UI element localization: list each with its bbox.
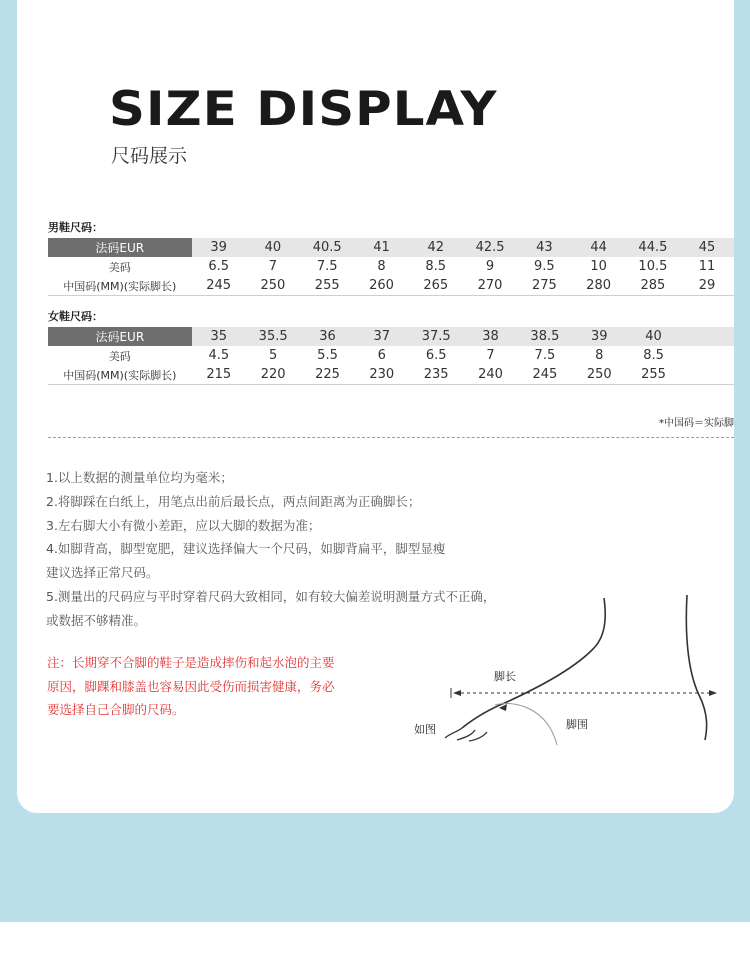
table-cell: 40 [626, 327, 680, 346]
table-cell: 250 [572, 365, 626, 385]
page-title: SIZE DISPLAY [109, 82, 498, 137]
table-cell: 215 [192, 365, 246, 385]
row-header: 中国码(MM)(实际脚长) [48, 365, 192, 385]
table-cell: 265 [409, 276, 463, 296]
foot-girth-label: 脚围 [566, 718, 588, 731]
size-note: *中国码＝实际脚 [659, 418, 734, 429]
table-cell: 260 [354, 276, 408, 296]
figure-caption: 如图 [414, 723, 436, 736]
table-cell: 220 [246, 365, 300, 385]
table-cell: 225 [300, 365, 354, 385]
table-cell: 41 [354, 238, 408, 257]
table-cell: 245 [192, 276, 246, 296]
table-cell: 255 [300, 276, 354, 296]
instruction-line: 1.以上数据的测量单位均为毫米； [46, 470, 233, 485]
table-cell: 275 [517, 276, 571, 296]
warning-note [47, 651, 387, 722]
row-header: 法码EUR [48, 327, 192, 346]
men-size-table [48, 238, 734, 296]
instruction-line: 建议选择正常尺码。 [46, 565, 159, 581]
table-cell: 35.5 [246, 327, 300, 346]
table-cell: 40.5 [300, 238, 354, 257]
table-cell: 35 [192, 327, 246, 346]
women-size-table [48, 327, 734, 385]
table-cell: 11 [698, 259, 716, 274]
table-cell: 44.5 [626, 238, 680, 257]
table-cell: 285 [626, 276, 680, 296]
instruction-line: 2.将脚踩在白纸上，用笔点出前后最长点，两点间距离为正确脚长； [46, 493, 421, 509]
table-cell: 5 [269, 348, 278, 363]
table-cell: 280 [571, 276, 625, 296]
table-cell: 43 [517, 238, 571, 257]
foot-length-label: 脚长 [494, 670, 516, 683]
instruction-line: 4.如脚背高，脚型宽肥，建议选择偏大一个尺码，如脚背扁平，脚型显瘦 [46, 541, 446, 557]
table-cell: 9.5 [534, 259, 555, 274]
table-cell: 40 [246, 238, 300, 257]
table-row [48, 257, 734, 276]
instep-outline [462, 598, 605, 728]
table-row [48, 276, 734, 296]
instruction-line: 3.左右脚大小有微小差距，应以大脚的数据为准； [46, 517, 321, 533]
warning-line: 注：长期穿不合脚的鞋子是造成摔伤和起水泡的主要 [47, 655, 335, 670]
table-cell: 29 [680, 276, 734, 296]
content-card [17, 0, 734, 813]
page-subtitle: 尺码展示 [111, 145, 188, 167]
table-cell: 6.5 [208, 259, 230, 274]
table-cell: 230 [355, 365, 409, 385]
table-cell: 38 [463, 327, 517, 346]
warning-line: 原因，脚踝和膝盖也容易因此受伤而损害健康，务必 [47, 678, 335, 694]
table-cell: 5.5 [317, 348, 338, 363]
table-cell: 8 [595, 348, 604, 363]
arrow-left-icon [453, 690, 461, 696]
men-size-label: 男鞋尺码： [48, 221, 103, 234]
table-cell: 6.5 [425, 348, 447, 363]
table-row [48, 346, 734, 365]
toes-outline [445, 728, 487, 741]
table-cell: 9 [485, 259, 495, 274]
table-cell: 7.5 [534, 348, 556, 363]
row-header: 法码EUR [48, 238, 192, 257]
table-cell [681, 327, 734, 346]
table-cell: 8 [377, 259, 386, 274]
table-cell: 38.5 [518, 327, 572, 346]
table-cell: 36 [300, 327, 354, 346]
warning-line: 要选择自己合脚的尺码。 [47, 702, 185, 717]
table-cell [681, 346, 734, 365]
table-cell: 4.5 [208, 348, 230, 363]
table-cell: 39 [192, 238, 246, 257]
table-cell: 7 [486, 348, 495, 363]
row-header: 中国码(MM)(实际脚长) [48, 276, 192, 296]
foot-measurement-diagram [387, 590, 717, 750]
table-row [48, 238, 734, 257]
table-cell: 37 [355, 327, 409, 346]
table-cell: 235 [409, 365, 463, 385]
table-cell: 42.5 [463, 238, 517, 257]
dashed-divider [48, 437, 734, 438]
table-cell: 45 [680, 238, 734, 257]
arrow-right-icon [709, 690, 717, 696]
table-cell: 7 [268, 259, 278, 274]
table-row [48, 365, 734, 385]
table-cell: 10 [590, 259, 607, 274]
table-cell [681, 365, 734, 385]
women-size-label: 女鞋尺码： [48, 310, 103, 323]
table-cell: 37.5 [409, 327, 463, 346]
table-cell: 42 [409, 238, 463, 257]
table-cell: 8.5 [425, 259, 447, 274]
row-header: 美码 [108, 349, 131, 363]
table-cell: 39 [572, 327, 626, 346]
table-cell: 255 [626, 365, 680, 385]
heel-outline [686, 595, 706, 740]
table-cell: 8.5 [643, 348, 664, 363]
row-header: 美码 [108, 260, 131, 274]
table-cell: 240 [463, 365, 517, 385]
instruction-line: 或数据不够精准。 [46, 612, 147, 628]
table-cell: 44 [571, 238, 625, 257]
table-cell: 250 [246, 276, 300, 296]
table-cell: 6 [377, 348, 386, 363]
table-row [48, 327, 734, 346]
table-cell: 10.5 [638, 259, 668, 274]
table-cell: 270 [463, 276, 517, 296]
instruction-line: 5.测量出的尺码应与平时穿着尺码大致相同，如有较大偏差说明测量方式不正确， [46, 588, 496, 604]
table-cell: 7.5 [316, 259, 338, 274]
table-cell: 245 [518, 365, 572, 385]
